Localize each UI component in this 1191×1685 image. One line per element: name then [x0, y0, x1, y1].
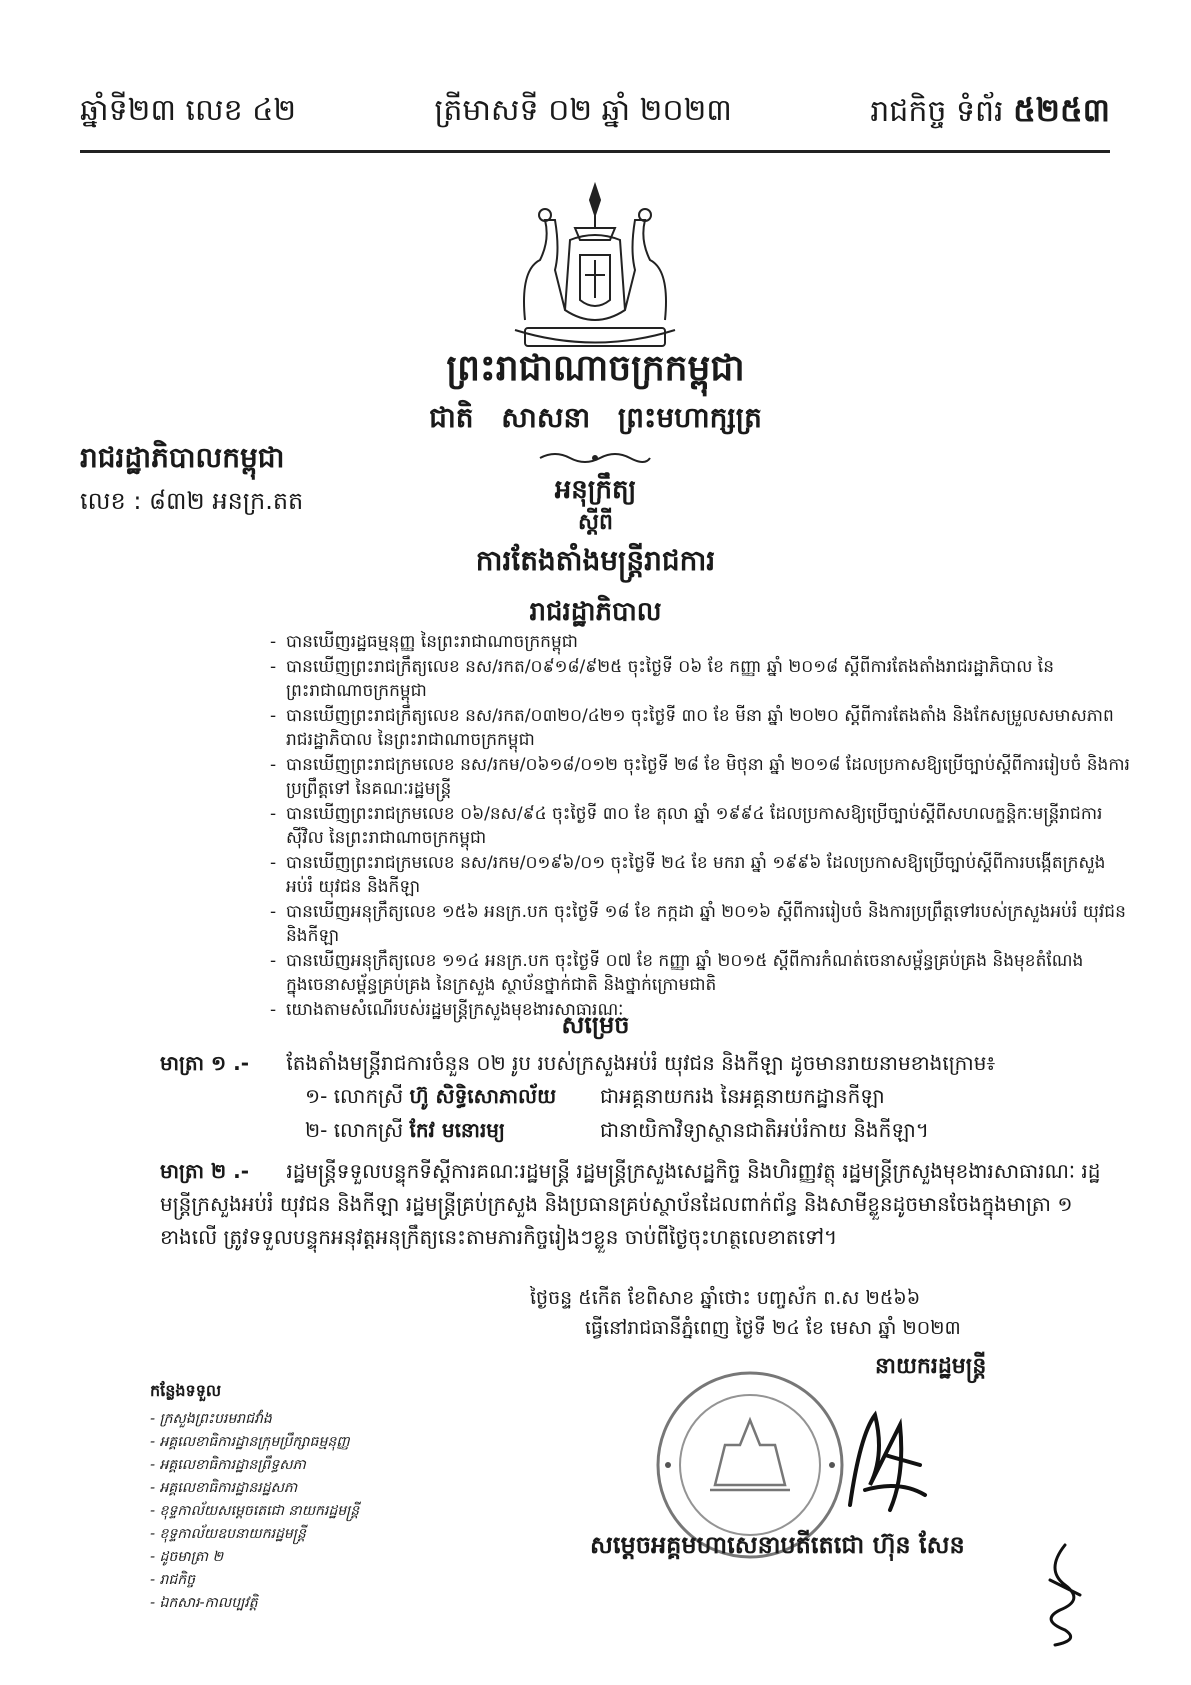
reference-item: - បានឃើញរដ្ឋធម្មនុញ្ញ នៃព្រះរាជាណាចក្រកម្ពុជា: [270, 630, 1130, 654]
appointee-prefix: ១- លោកស្រី: [305, 1084, 404, 1108]
signature-icon: [830, 1395, 940, 1525]
appointee-prefix: ២- លោកស្រី: [305, 1118, 404, 1142]
appointee-name: ហ៊ូ សិទ្ធិសោភាល័យ: [409, 1084, 557, 1108]
appointee: [305, 1117, 600, 1147]
ornament-divider-icon: [535, 448, 655, 468]
gazette-quarter: ត្រីមាសទី ០២ ឆ្នាំ ២០២៣: [434, 93, 732, 128]
reference-item: - បានឃើញព្រះរាជក្រឹត្យលេខ នស/រកត/០៣២០/៤២១ ចុះថ្ងៃទី ៣០ ខែ មីនា ឆ្នាំ ២០២០ ស្តីពីការតែងតាំង និងកែសម្រួលសមាសភាពរាជរដ្ឋាភិបាល នៃព្រះរាជាណាចក្រកម្ពុជា: [270, 704, 1130, 752]
document-about: ស្តីពី: [578, 510, 613, 535]
reference-item: - បានឃើញអនុក្រឹត្យលេខ ១១៤ អនក្រ.បក ចុះថ្ងៃទី ០៧ ខែ កញ្ញា ឆ្នាំ ២០១៥ ស្តីពីការកំណត់ចេនាសម្ព័ន្ធគ្រប់គ្រង និងមុខតំណែងក្នុងចេនាសម្ព័ន្ធគ្រប់គ្រង នៃក្រសួង ស្ថាប័នថ្នាក់ជាតិ និងថ្នាក់ក្រោមជាតិ: [270, 949, 1130, 997]
appointee-name: កែវ មនោរម្យ: [409, 1118, 505, 1142]
recipient-item: - អគ្គលេខាធិការដ្ឋានរដ្ឋសភា: [150, 1480, 298, 1496]
appointee-position: ជានាយិកាវិទ្យាស្ថានជាតិអប់រំកាយ និងកីឡា។: [600, 1118, 929, 1142]
kingdom-title: ព្រះរាជាណាចក្រកម្ពុជា: [446, 348, 745, 389]
article-1-head: មាត្រា ១ .-: [160, 1051, 250, 1075]
recipient-item: - អគ្គលេខាធិការដ្ឋានក្រុមប្រឹក្សាធម្មនុញ្ញ: [150, 1434, 350, 1450]
gazette-page-label: រាជកិច្ច ទំព័រ: [870, 93, 1004, 129]
header-rule: [80, 150, 1110, 153]
reference-item: - បានឃើញព្រះរាជក្រមលេខ នស/រកម/០៦១៨/០១២ ចុះថ្ងៃទី ២៨ ខែ មិថុនា ឆ្នាំ ២០១៨ ដែលប្រកាសឱ្យប្រើច្បាប់ស្តីពីការរៀបចំ និងការប្រព្រឹត្តទៅ នៃគណៈរដ្ឋមន្ត្រី: [270, 753, 1130, 801]
recipient-item: - រាជកិច្ច: [150, 1572, 196, 1588]
reference-item: - បានឃើញអនុក្រឹត្យលេខ ១៥៦ អនក្រ.បក ចុះថ្ងៃទី ១៨ ខែ កក្កដា ឆ្នាំ ២០១៦ ស្តីពីការរៀបចំ និងការប្រព្រឹត្តទៅរបស់ក្រសួងអប់រំ យុវជន និងកីឡា: [270, 900, 1130, 948]
document-type: អនុក្រឹត្យ: [554, 475, 637, 505]
recipients-list: [150, 1380, 470, 1615]
article-2-text: រដ្ឋមន្ត្រីទទួលបន្ទុកទីស្តីការគណៈរដ្ឋមន្ត្រី រដ្ឋមន្ត្រីក្រសួងសេដ្ឋកិច្ច និងហិរញ្ញវត្ថុ រដ្ឋមន្ត្រីក្រសួងមុខងារសាធារណៈ រដ្ឋមន្ត្រីក្រសួងអប់រំ យុវជន និងកីឡា រដ្ឋមន្ត្រីគ្រប់ក្រសួង និងប្រធានគ្រប់ស្ថាប័នដែលពាក់ព័ន្ធ និងសាមីខ្លួនដូចមានចែងក្នុងមាត្រា ១ ខាងលើ ត្រូវទទួលបន្ទុកអនុវត្តអនុក្រឹត្យនេះតាមភារកិច្ចរៀងៗខ្លួន ចាប់ពីថ្ងៃចុះហត្ថលេខាតទៅ។: [160, 1159, 1101, 1249]
gregorian-date: ធ្វើនៅរាជធានីភ្នំពេញ ថ្ងៃទី ២៤ ខែ មេសា ឆ្នាំ ២០២៣: [585, 1317, 961, 1339]
royal-coat-of-arms-icon: [500, 180, 690, 355]
national-motto: ជាតិ សាសនា ព្រះមហាក្សត្រ: [429, 401, 762, 434]
recipients-heading: កន្លែងទទួល: [150, 1381, 222, 1400]
reference-item: - បានឃើញព្រះរាជក្រឹត្យលេខ នស/រកត/០៩១៨/៩២៥ ចុះថ្ងៃទី ០៦ ខែ កញ្ញា ឆ្នាំ ២០១៨ ស្តីពីការតែងតាំងរាជរដ្ឋាភិបាល នៃព្រះរាជាណាចក្រកម្ពុជា: [270, 655, 1130, 703]
document-subject: ការតែងតាំងមន្ត្រីរាជការ: [475, 544, 716, 577]
recipient-item: - ក្រសួងព្រះបរមរាជវាំង: [150, 1411, 272, 1427]
appointee: [305, 1083, 600, 1113]
lunar-date: ថ្ងៃចន្ទ ៥កើត ខែពិសាខ ឆ្នាំថោះ បញ្ចស័ក ព.ស ២៥៦៦: [530, 1287, 921, 1309]
gazette-header: [80, 88, 1110, 138]
recipient-item: - ខុទ្ទកាល័យសម្តេចតេជោ នាយករដ្ឋមន្ត្រី: [150, 1503, 360, 1519]
reference-item: - បានឃើញព្រះរាជក្រមលេខ ០៦/នស/៩៤ ចុះថ្ងៃទី ៣០ ខែ តុលា ឆ្នាំ ១៩៩៤ ដែលប្រកាសឱ្យប្រើច្បាប់ស្តីពីសហលក្ខន្តិកៈមន្ត្រីរាជការស៊ីវិល នៃព្រះរាជាណាចក្រកម្ពុជា: [270, 802, 1130, 850]
article-2-head: មាត្រា ២ .-: [160, 1159, 250, 1183]
recipient-item: - ឯកសារ-កាលប្បវត្តិ: [150, 1595, 258, 1611]
appointee-position: ជាអគ្គនាយករង នៃអគ្គនាយកដ្ឋានកីឡា: [600, 1084, 885, 1108]
reference-item: - យោងតាមសំណើរបស់រដ្ឋមន្ត្រីក្រសួងមុខងារសាធារណៈ: [270, 998, 1130, 1022]
appointment-row: [305, 1083, 1085, 1113]
article-1-text: តែងតាំងមន្ត្រីរាជការចំនួន ០២ រូប របស់ក្រសួងអប់រំ យុវជន និងកីឡា ដូចមានរាយនាមខាងក្រោម៖: [286, 1051, 996, 1075]
appointment-row: [305, 1117, 1085, 1147]
article-2: [160, 1155, 1110, 1254]
document-number: លេខ : ៨៣២ អនក្រ.តត: [80, 487, 304, 515]
signatory-title: នាយករដ្ឋមន្ត្រី: [875, 1354, 987, 1379]
signatory-name: សម្តេចអគ្គមហាសេនាបតីតេជោ ហ៊ុន សែន: [590, 1531, 965, 1559]
article-1: [160, 1047, 1110, 1080]
legal-references: [270, 630, 1130, 1023]
gazette-page-number: ៥២៥៣: [1013, 90, 1110, 129]
recipient-item: - ដូចមាត្រា ២: [150, 1549, 224, 1565]
handwritten-initial-icon: [1035, 1540, 1095, 1650]
recipient-item: - ខុទ្ទកាល័យឧបនាយករដ្ឋមន្ត្រី: [150, 1526, 306, 1542]
decision-heading: សម្រេច: [561, 1011, 630, 1039]
recipient-item: - អគ្គលេខាធិការដ្ឋានព្រឹទ្ធសភា: [150, 1457, 306, 1473]
issuing-authority: រាជរដ្ឋាភិបាលកម្ពុជា: [80, 441, 285, 474]
reference-item: - បានឃើញព្រះរាជក្រមលេខ នស/រកម/០១៩៦/០១ ចុះថ្ងៃទី ២៤ ខែ មករា ឆ្នាំ ១៩៩៦ ដែលប្រកាសឱ្យប្រើច្បាប់ស្តីពីការបង្កើតក្រសួងអប់រំ យុវជន និងកីឡា: [270, 851, 1130, 899]
gazette-issue: ឆ្នាំទី២៣ លេខ ៤២: [80, 93, 297, 128]
government-heading: រាជរដ្ឋាភិបាល: [529, 597, 662, 627]
gazette-page: [870, 90, 1110, 137]
